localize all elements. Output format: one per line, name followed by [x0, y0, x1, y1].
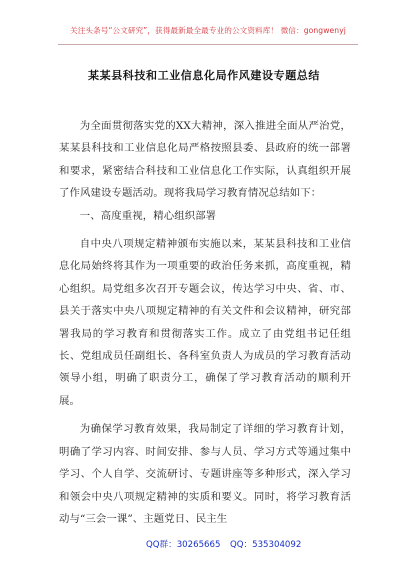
body-paragraph-2: 自中央八项规定精神颁布实施以来，某某县科技和工业信息化局始终将其作为一项重要的政治任务来抓，高度重视，精心组织。局党组多次召开专题会议，传达学习中央、省、市、县关于落实中央八项规定精神的有关文件和会议精神，研究部署我局的学习教育和贯彻落实工作。成立了由党组书记任组长、党组成员任副组长、各科室负责人为成员的学习教育活动领导小组，明确了职责分工，确保了学习教育活动的顺利开展。: [59, 238, 351, 407]
document-body: [59, 115, 351, 530]
document-title: 某某县科技和工业信息化局作风建设专题总结: [88, 69, 320, 82]
section-heading-1: 一、高度重视，精心组织部署: [79, 209, 217, 222]
header-banner: 关注头条号“公文研究”，获得最新最全最专业的公文资料库！ 微信：gongwenyj: [70, 26, 346, 35]
body-paragraph-intro: 为全面贯彻落实党的XX大精神，深入推进全面从严治党，某某县科技和工业信息化局严格按照县委、县政府的统一部署和要求，紧密结合科技和工业信息化工作实际，认真组织开展了作风建设专题活动。现将我局学习教育情况总结如下：: [59, 120, 351, 200]
header-divider: [58, 44, 358, 45]
footer-qq-number: QQ：535304092: [230, 540, 302, 550]
footer-qq-group: QQ群：30265665: [146, 540, 221, 550]
body-paragraph-3: 为确保学习教育效果，我局制定了详细的学习教育计划，明确了学习内容、时间安排、参与人员、学习方式等通过集中学习、个人自学、交流研讨、专题讲座等多种形式，深入学习和领会中央八项规定精神的实质和要义。同时，将学习教育活动与“三会一课”、主题党日、民主生: [59, 423, 351, 525]
footer-contact: [60, 538, 350, 552]
